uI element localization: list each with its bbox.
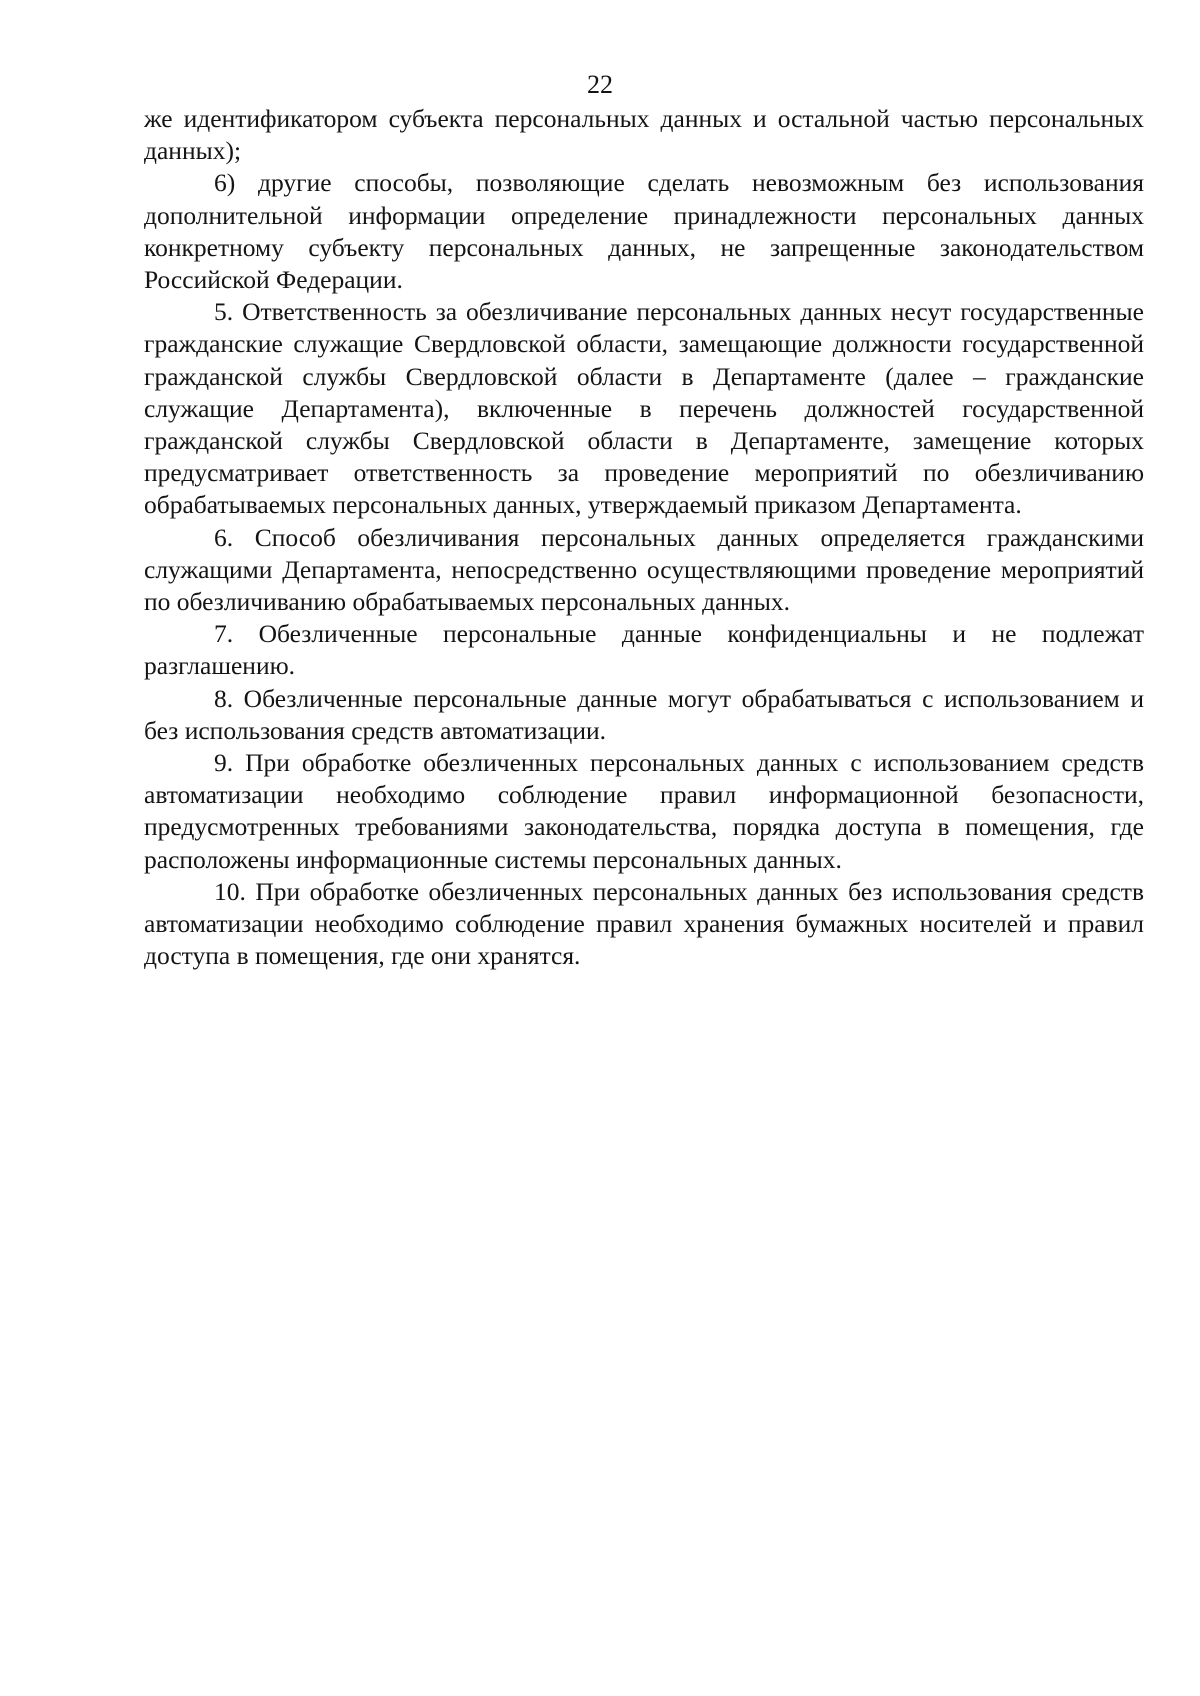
paragraph-clause-10: 10. При обработке обезличенных персональных данных без использования средств автоматизации необходимо соблюдение правил хранения бумажных носителей и правил доступа в помещения, где они хранятся. [144,876,1144,971]
paragraph-list-item-6: 6) другие способы, позволяющие сделать невозможным без использования дополнительной информации определение принадлежности персональных данных конкретному субъекту персональных данных, не запрещенные законодательством Российской Федерации. [144,168,1144,295]
document-body [144,103,1144,972]
paragraph-clause-8: 8. Обезличенные персональные данные могут обрабатываться с использованием и без использования средств автоматизации. [144,683,1144,745]
paragraph-clause-5: 5. Ответственность за обезличивание персональных данных несут государственные гражданские служащие Свердловской области, замещающие должности государственной гражданской службы Свердловской области в Департаменте (далее – гражданские служащие Департамента), включенные в перечень должностей государственной гражданской службы Свердловской области в Департаменте, замещение которых предусматривает ответственность за проведение мероприятий по обезличиванию обрабатываемых персональных данных, утверждаемый приказом Департамента. [144,297,1144,520]
page-number: 22 [587,70,613,99]
paragraph-clause-7: 7. Обезличенные персональные данные конфиденциальны и не подлежат разглашению. [144,619,1144,681]
paragraph-continuation: же идентификатором субъекта персональных данных и остальной частью персональных данных); [144,104,1144,166]
paragraph-clause-6: 6. Способ обезличивания персональных данных определяется гражданскими служащими Департамента, непосредственно осуществляющими проведение мероприятий по обезличиванию обрабатываемых персональных данных. [144,522,1144,617]
paragraph-clause-9: 9. При обработке обезличенных персональных данных с использованием средств автоматизации необходимо соблюдение правил информационной безопасности, предусмотренных требованиями законодательства, порядка доступа в помещения, где расположены информационные системы персональных данных. [144,748,1144,874]
